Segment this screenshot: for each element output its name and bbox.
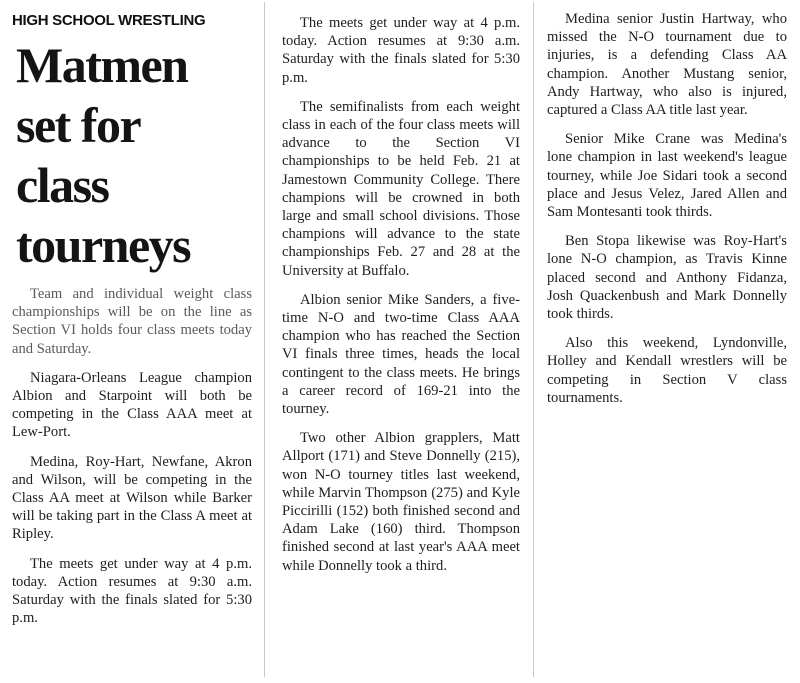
column-2 — [282, 0, 520, 683]
paragraph: Team and individual weight class championships will be on the line as Section VI holds four class meets today and Saturday. — [12, 286, 252, 357]
paragraph: Niagara-Orleans League champion Albion and Starpoint will both be competing in the Class AAA meet at Lew-Port. — [12, 369, 252, 441]
paragraph: Medina senior Justin Hartway, who missed the N-O tournament due to injuries, is a defending Class AA champion. Another Mustang senior, Andy Hartway, who also is injured, captured a Class AA title last year. — [547, 11, 787, 119]
paragraph: The semifinalists from each weight class in each of the four class meets will advance to the Section VI championships to be held Feb. 21 at Jamestown Community College. There champions will be crowned in both large and small school divisions. Those champions will advance to the state championships Feb. 27 and 28 at the University at Buffalo. — [282, 98, 520, 279]
paragraph: Senior Mike Crane was Medina's lone champion in last weekend's league tourney, while Joe Sidari took a second place and Jesus Velez, Jared Allen and Sam Montesanti took thirds. — [547, 131, 787, 221]
paragraph: Ben Stopa likewise was Roy-Hart's lone N-O champion, as Travis Kinne placed second and Anthony Fidanza, Josh Quackenbush and Mark Donnelly took thirds. — [547, 233, 787, 323]
headline — [16, 35, 252, 275]
paragraph: The meets get under way at 4 p.m. today. Action resumes at 9:30 a.m. Saturday with the finals slated for 5:30 p.m. — [282, 15, 520, 86]
paragraph: Albion senior Mike Sanders, a five-time N-O and two-time Class AAA champion who has reached the Section VI finals three times, heads the local contingent to the class meets. He brings a career record of 169-21 into the tourney. — [282, 291, 520, 418]
column-rule-1 — [264, 2, 265, 677]
headline-line: class — [16, 157, 109, 213]
headline-line: set for — [16, 97, 141, 153]
paragraph: Two other Albion grapplers, Matt Allport (171) and Steve Donnelly (215), won N-O tourney titles last weekend, while Marvin Thompson (275) and Kyle Piccirilli (152) both finished second and Adam Lake (160) third. Thompson finished second at last year's AAA meet while Donnelly took a third. — [282, 430, 520, 574]
column-1 — [12, 0, 252, 683]
headline-line: Matmen — [16, 37, 188, 93]
paragraph: Medina, Roy-Hart, Newfane, Akron and Wilson, will be competing in the Class AA meet at Wilson while Barker will be taking part in the Class A meet at Ripley. — [12, 453, 252, 543]
headline-line: tourneys — [16, 217, 191, 273]
paragraph: The meets get under way at 4 p.m. today. Action resumes at 9:30 a.m. Saturday with the finals slated for 5:30 p.m. — [12, 555, 252, 627]
paragraph: Also this weekend, Lyndonville, Holley and Kendall wrestlers will be competing in Section V class tournaments. — [547, 335, 787, 406]
column-3 — [547, 0, 787, 683]
column-rule-2 — [533, 2, 534, 677]
kicker: HIGH SCHOOL WRESTLING — [12, 12, 206, 29]
